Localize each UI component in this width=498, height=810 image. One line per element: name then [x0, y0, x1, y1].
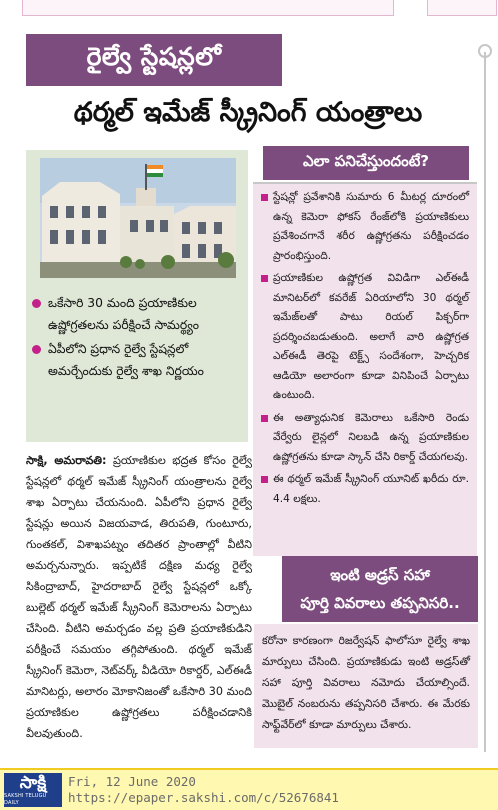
square-bullet-icon — [261, 415, 268, 422]
epaper-link[interactable]: https://epaper.sakshi.com/c/52676841 — [68, 790, 339, 805]
railway-station-photo — [40, 158, 236, 278]
sidebar-item-text: ఈ థర్మల్ ఇమేజ్ స్క్రీనింగ్ యూనిట్ ఖరీదు రూ. 4.4 లక్షలు. — [273, 473, 469, 505]
publication-date: Fri, 12 June 2020 — [68, 774, 196, 789]
sidebar-item — [261, 409, 469, 468]
sidebar-item-text: ప్రయాణికుల ఉష్ణోగ్రత వివిడిగా ఎల్‌ఈడీ మానిటర్‌లో కవరేజ్ ఏరియాలోని 30 థర్మల్ ఇమేజ్‌లతో పాటు రియల్ పిక్చర్‌గా ప్రదర్శించబడుతుంది. అలాగే వారి ఉష్ణోగ్రత ఎల్‌ఈడీ తెరపై టెక్ట్స్ సందేశంగా, హెచ్చరిక ఆడియో అలారంగా కూడా వినిపించే ఏర్పాటు ఉంటుంది. — [273, 272, 469, 401]
sidebar-title: ఎలా పనిచేస్తుందంటే? — [263, 146, 469, 180]
address-box-title — [282, 556, 478, 622]
sidebar-item — [261, 470, 469, 509]
address-box-body: కరోనా కారణంగా రిజర్వేషన్ ఫాలోసూ రైల్వే శాఖ మార్పులు చేసింది. ప్రయాణికుడు ఇంటి అడ్రస్‌తో సహా పూర్తి వివరాలు నమోదు చేయాల్సిందే. మొబైల్ నంబరును తప్పనిసరి చేశారు. ఈ మేరకు సాఫ్ట్‌వేర్‌లో కూడా మార్పులు చేశారు. — [254, 624, 478, 748]
highlight-item — [30, 338, 242, 382]
page-margin-rule — [484, 52, 486, 752]
headline: థర్మల్ ఇమేజ్ స్క్రీనింగ్ యంత్రాలు — [73, 97, 423, 128]
article-dateline: సాక్షి, అమరావతి: — [26, 454, 107, 467]
sidebar-item-text: స్టేషన్లో ప్రవేశానికి సుమారు 6 మీటర్ల దూరంలో ఉన్న కెమెరా ఫోకస్ రేంజ్‌లోకి ప్రయాణికులు ప్రవేశించగానే శరీర ఉష్ణోగ్రతను పరీక్షించడం ప్రారంభిస్తుంది. — [273, 191, 469, 262]
highlight-text: ఏపీలోని ప్రధాన రైల్వే స్టేషన్లలో అమర్చేందుకు రైల్వే శాఖ నిర్ణయం — [48, 342, 204, 378]
bullet-dot-icon — [32, 299, 41, 308]
logo-wordmark: సాక్షి — [19, 773, 47, 793]
sidebar-item-text: ఈ అత్యాధునిక కెమెరాలు ఒకేసారి రెండు వేర్వేరు లైన్లలో నిలబడి ఉన్న ప్రయాణికుల ఉష్ణోగ్రతను కూడా స్కాన్ చేసి రికార్డ్ చేయగలవు. — [273, 411, 469, 463]
square-bullet-icon — [261, 476, 268, 483]
bullet-dot-icon — [32, 345, 41, 354]
how-it-works-box — [253, 184, 477, 556]
highlight-text: ఒకేసారి 30 మంది ప్రయాణికుల ఉష్ణోగ్రతలను పరీక్షించే సామర్థ్యం — [48, 296, 199, 332]
square-bullet-icon — [261, 275, 268, 282]
highlight-item — [30, 292, 242, 336]
article-text: ప్రయాణికుల భద్రత కోసం రైల్వే స్టేషన్లలో థర్మల్ ఇమేజ్ స్క్రీనింగ్ యంత్రాలను రైల్వే శాఖ ఏర్పాటు చేయనుంది. ఏపీలోని ప్రధాన రైల్వే స్టేషన్లు అయిన విజయవాడ, తిరుపతి, గుంటూరు, గుంతకల్, విశాఖపట్నం తదితర ప్రాంతాల్లో వీటిని అమర్చనున్నారు. ఇప్పటికే దక్షిణ మధ్య రైల్వే సికింద్రాబాద్, హైదరాబాద్ రైల్వే స్టేషన్లలో ఒక్కో బుల్లెట్ థర్మల్ ఇమేజ్ స్క్రీనింగ్ కెమెరాలను ఏర్పాటు చేసింది. వీటిని అమర్చడం వల్ల ప్రతి ప్రయాణికుడిని పరీక్షించే సమయం తగ్గిపోతుంది. థర్మల్ ఇమేజ్ స్క్రీనింగ్ కెమెరా, నెట్‌వర్క్ వీడియో రికార్డర్, ఎల్‌ఈడీ మానిటర్లు, అలారం మోకానిజంతో ఒకేసారి 30 మంది ప్రయాణికుల ఉష్ణోగ్రతలు పరీక్షించడానికి వీలవుతుంది. — [26, 454, 252, 740]
photo-panel — [26, 150, 248, 442]
side-article-frame — [427, 0, 497, 16]
square-bullet-icon — [261, 194, 268, 201]
headline-kicker: రైల్వే స్టేషన్లలో — [26, 34, 282, 86]
article-body — [26, 450, 252, 744]
highlights-list — [30, 292, 242, 384]
address-box-title-line2: పూర్తి వివరాలు తప్పనిసరి.. — [300, 594, 460, 612]
sidebar-item — [261, 269, 469, 406]
sakshi-logo — [4, 773, 62, 807]
logo-tagline: SAKSHI TELUGU DAILY — [4, 793, 47, 806]
address-box-title-line1: ఇంటి అడ్రస్ సహా — [330, 566, 430, 584]
sidebar-item — [261, 188, 469, 266]
footer-info — [68, 774, 339, 806]
previous-article-frame — [22, 0, 394, 16]
epaper-footer — [0, 768, 498, 810]
